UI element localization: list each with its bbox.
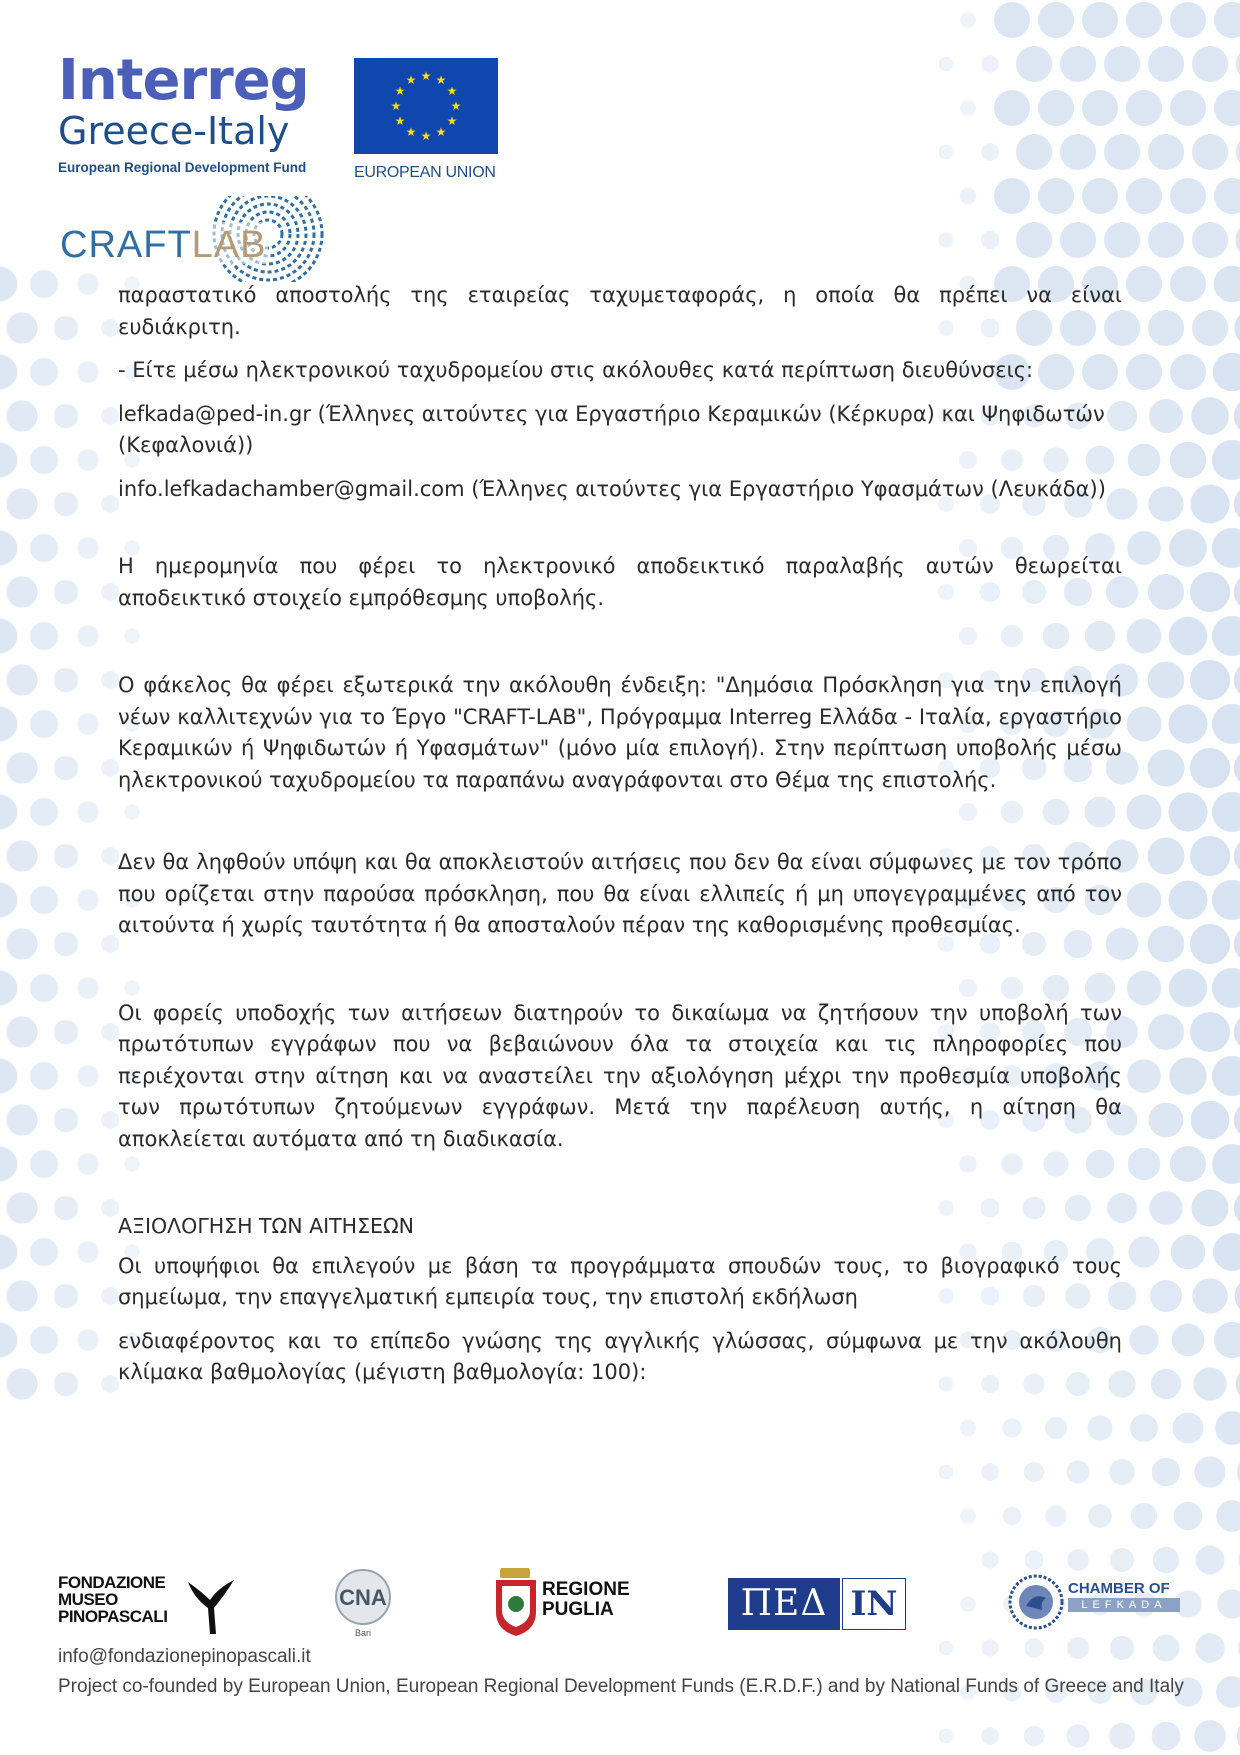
eu-star-icon: ★: [435, 124, 447, 139]
interreg-logo: [58, 48, 328, 182]
chamber-seal-icon: [1008, 1572, 1066, 1630]
ped-in-right: IN: [842, 1578, 906, 1630]
eu-star-icon: ★: [390, 99, 402, 113]
paragraph-scoring-scale: ενδιαφέροντος και το επίπεδο γνώσης της αγγλικής γλώσσας, σύμφωνα με την ακόλουθη κλίμακα βαθμολογίας (μέγιστη βαθμολογία: 100):: [118, 1328, 1122, 1384]
eu-star-icon: ★: [420, 129, 432, 143]
eu-star-icon: ★: [394, 84, 406, 98]
cna-sub-text: Bari: [354, 1628, 372, 1638]
ped-in-logo: [728, 1578, 906, 1632]
museo-line-3: PINOPASCALI: [58, 1607, 168, 1626]
eu-flag-icon: [354, 58, 498, 154]
eu-logo: [354, 58, 500, 184]
paragraph-courier-receipt: παραστατικό αποστολής της εταιρείας ταχυμεταφοράς, η οποία θα πρέπει να είναι ευδιάκριτη.: [118, 283, 1122, 339]
regione-puglia-logo: [494, 1566, 628, 1638]
paragraph-envelope-label: Ο φάκελος θα φέρει εξωτερικά την ακόλουθη ένδειξη: "Δημόσια Πρόσκληση για την επιλογή νέων καλλιτεχνών για το Έργο "CRAFT-LAB", Πρόγραμμα Interreg Ελλάδα - Ιταλία, εργαστήριο Κεραμικών ή Ψηφιδωτών ή Υφασμάτων" (μόνο μία επιλογή). Στην περίπτωση υποβολής μέσω ηλεκτρονικού ταχυδρομείου τα παραπάνω αναγράφονται στο Θέμα της επιστολής.: [118, 673, 1122, 792]
footer-email: info@fondazionepinopascali.it: [58, 1646, 311, 1667]
fondazione-museo-logo: [58, 1574, 238, 1646]
eu-star-icon: ★: [394, 114, 406, 128]
craftlab-logo: [58, 196, 330, 282]
whale-tail-icon: [188, 1578, 234, 1634]
museo-line-2: MUSEO: [58, 1590, 118, 1609]
museo-line-1: FONDAZIONE: [58, 1573, 166, 1592]
paragraph-exclusions: Δεν θα ληφθούν υπόψη και θα αποκλειστούν αιτήσεις που δεν θα είναι σύμφωνες με τον τρόπο που ορίζεται στην παρούσα πρόσκληση, που θα είναι ελλιπείς ή μη υπογεγραμμένες από τον αιτούντα ή χωρίς ταυτότητα ή θα αποσταλούν πέραν της καθορισμένης προθεσμίας.: [118, 850, 1122, 937]
paragraph-receipt-date: Η ημερομηνία που φέρει το ηλεκτρονικό αποδεικτικό παραλαβής αυτών θεωρείται αποδεικτικό στοιχείο εμπρόθεσμης υποβολής.: [118, 554, 1122, 610]
cna-text: CNA: [339, 1585, 387, 1610]
paragraph-original-documents: Οι φορείς υποδοχής των αιτήσεων διατηρούν το δικαίωμα να ζητήσουν την υποβολή των πρωτότυπων εγγράφων που να βεβαιώνουν όλα τα στοιχεία και τις πληροφορίες που περιέχονται στην αίτηση και να αναστείλει την αξιολόγηση μέχρι την προθεσμία υποβολής των πρωτότυπων ζητούμενων εγγράφων. Μετά την παρέλευση αυτής, η αίτηση θα αποκλείεται αυτόματα από τη διαδικασία.: [118, 1000, 1122, 1151]
puglia-wordmark: [542, 1580, 630, 1620]
paragraph-email-chamber: info.lefkadachamber@gmail.com (Έλληνες αιτούντες για Εργαστήριο Υφασμάτων (Λευκάδα)): [118, 476, 1106, 501]
interreg-fund-label: European Regional Development Fund: [58, 160, 307, 175]
section-heading-evaluation: ΑΞΙΟΛΟΓΗΣΗ ΤΩΝ ΑΙΤΗΣΕΩΝ: [118, 1214, 414, 1238]
cna-badge-icon: [334, 1568, 392, 1638]
eu-star-icon: ★: [420, 69, 432, 83]
eu-label: EUROPEAN UNION: [354, 164, 496, 181]
cna-logo: [334, 1568, 392, 1638]
craftlab-wordmark: [60, 224, 266, 267]
footer-cofunding-note: Project co-founded by European Union, European Regional Development Funds (E.R.D.F.) and by National Funds of Greece and Italy: [58, 1676, 1184, 1697]
puglia-crest-icon: [494, 1566, 538, 1636]
craftlab-word-lab: LAB: [191, 224, 267, 266]
interreg-programme: Greece-Italy: [58, 109, 290, 153]
paragraph-selection-criteria: Οι υποψήφιοι θα επιλεγούν με βάση τα προγράμματα σπουδών τους, το βιογραφικό τους σημείωμα, την επαγγελματική εμπειρία τους, την επιστολή εκδήλωση: [118, 1253, 1122, 1309]
paragraph-email-option: - Είτε μέσω ηλεκτρονικού ταχυδρομείου στις ακόλουθες κατά περίπτωση διευθύνσεις:: [118, 358, 1034, 382]
eu-star-icon: ★: [405, 124, 417, 139]
puglia-line-1: REGIONE: [542, 1579, 630, 1600]
eu-star-icon: ★: [405, 73, 417, 88]
eu-star-icon: ★: [446, 114, 458, 128]
eu-star-icon: ★: [450, 99, 462, 113]
eu-star-icon: ★: [435, 73, 447, 88]
chamber-line-2: LEFKADA: [1068, 1598, 1180, 1612]
document-body: [118, 280, 1122, 1389]
chamber-of-lefkada-logo: [1008, 1572, 1184, 1634]
chamber-line-1: CHAMBER OF: [1068, 1580, 1170, 1597]
paragraph-email-ped-in: lefkada@ped-in.gr (Έλληνες αιτούντες για Εργαστήριο Κεραμικών (Κέρκυρα) και Ψηφιδωτών (Κεφαλονιά)): [118, 401, 1105, 457]
craftlab-word-craft: CRAFT: [60, 224, 192, 266]
puglia-line-2: PUGLIA: [542, 1599, 614, 1620]
interreg-wordmark: Interreg: [58, 48, 309, 113]
eu-star-icon: ★: [446, 84, 458, 98]
eu-stars-icon: [354, 58, 498, 154]
ped-in-left: ΠΕΔ: [728, 1578, 840, 1630]
